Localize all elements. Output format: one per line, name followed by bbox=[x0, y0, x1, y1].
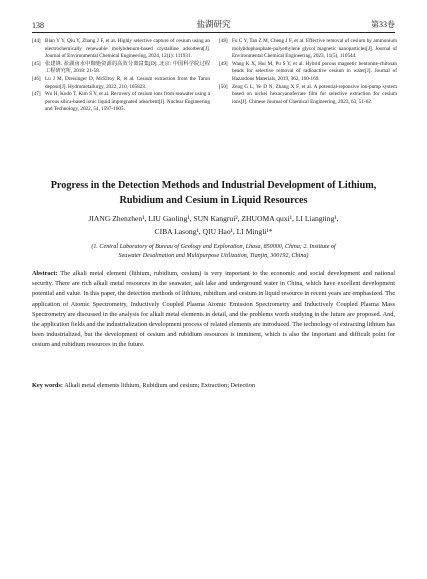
reference-text: Wang K X, Hui M, Pu S Y, et al. Hybrid porous magnetic bentonite-chitosan beads for selective removal of radioactive cesium in water[J]. Journal of Hazardous Materials, 2019, 362, 160-169. bbox=[232, 60, 397, 82]
journal-name: 盐湖研究 bbox=[196, 19, 231, 29]
reference-text: Wu H, Kudo T, Kim S Y, et al. Recovery of cesium ions from seawater using a porous silica-based ionic liquid impregnated adsorbent[J]. Nuclear Engineering and Technology, 2022, 54, 1597-1605. bbox=[45, 91, 210, 113]
reference-item bbox=[32, 76, 210, 91]
abstract-label: Abstract: bbox=[32, 270, 58, 277]
reference-item bbox=[32, 91, 210, 114]
reference-text: Lu J M, Dreisinger D, McElroy R, et al. Cesium extraction from the Taron deposit[J]. Hydrometallurgy, 2022, 210, 105823. bbox=[45, 75, 210, 90]
running-header bbox=[32, 16, 395, 30]
reference-number: [50] bbox=[219, 83, 228, 90]
reference-number: [48] bbox=[219, 38, 228, 44]
authors-line: CIBA Lasong¹, QIU Hao¹, LI Mingli¹* bbox=[154, 226, 273, 236]
reference-item bbox=[219, 84, 397, 107]
reference-number: [46] bbox=[32, 75, 41, 82]
affiliation-line: Seawater Desalination and Multipurpose Utilization, Tianjin, 300192, China) bbox=[118, 253, 309, 259]
references-right-column bbox=[219, 38, 397, 106]
affiliations bbox=[40, 243, 387, 261]
abstract bbox=[32, 269, 395, 351]
paper-title bbox=[32, 178, 395, 208]
authors-line: JIANG Zhenzhen¹, LIU Gaoling¹, SUN Kangrui², ZHUOMA quxi¹, LI Liangting¹, bbox=[88, 214, 339, 223]
reference-number: [45] bbox=[32, 60, 41, 67]
reference-number: [49] bbox=[219, 60, 228, 67]
references-left-column bbox=[32, 38, 210, 114]
affiliation-line: (1. Central Laboratory of Bureau of Geology and Exploration, Lhasa, 850000, China; 2. Institute of bbox=[91, 244, 336, 250]
reference-number: [47] bbox=[32, 91, 41, 98]
reference-text: Bian Y Y, Qiu Y, Zhang J F, et al. Highly selective capture of cesium using an electrochemically renewable molybdenum-based crystalline adsorbent[J]. Journal of Environmental Chemical Engineering, 2024, 12(1): 111931. bbox=[45, 38, 210, 60]
reference-item bbox=[32, 38, 210, 61]
volume-label: 第33卷 bbox=[371, 20, 395, 29]
abstract-text: The alkali metal element (lithium, rubidium, cesium) is very important to the economic and social development and national security. There are rich alkali metal resources in the seawater, salt lake and underground water in China, which have excellent development potential and value. In this paper, the detection methods of lithium, rubidium and cesium in liquid resource in recent years are emphasized. The application of Atomic Spectrometry, Inductively Coupled Plasma Atomic Emission Spectrometry and Inductively Coupled Plasma Mass Spectrometry are discussed in the analysis for alkali metal elements in detail, and the problems worth studying in the future are proposed. And, the application fields and the industrialization development process of related elements are introduced. The technology of extracting lithium has been industrialized, but the development of cesium and rubidium resources is imminent, which is also the important and difficult point for cesium and rubidium resources in the future. bbox=[32, 270, 395, 349]
keywords-text: Alkali metal elements lithium, Rubidium and cesium; Extraction; Detection bbox=[64, 382, 255, 389]
keywords-label: Key words: bbox=[32, 382, 63, 389]
author-list bbox=[32, 213, 395, 238]
title-line: Rubidium and Cesium in Liquid Resources bbox=[119, 195, 308, 206]
title-line: Progress in the Detection Methods and Industrial Development of Lithium, bbox=[50, 180, 377, 191]
page-number: 138 bbox=[32, 21, 44, 30]
reference-item bbox=[219, 61, 397, 84]
reference-text: Fu C Y, Tan Z M, Cheng J F, et al. Effective removal of cesium by ammonium molybdophosphate-polyethylene glycol magnetic nanoparticles[J]. Journal of Environmental Chemical Engineering, 2023, 11(5), 110544. bbox=[232, 38, 397, 60]
keywords bbox=[32, 381, 395, 391]
reference-text: Zeng G L, Ye D N, Zhang X F, et al. A potential-reponsive ion-pump system based on nickel hexacyanoferrate film for selective extraction for cesium ions[J]. Chinese Journal of Chemical Engineering, 2023, 63, 51-62. bbox=[232, 83, 397, 105]
reference-number: [44] bbox=[32, 38, 41, 44]
reference-item bbox=[219, 38, 397, 61]
reference-text: 张建锋. 盐湖卤水中铷铯资源的高效分离富集[D]. 北京: 中国科学院过程工程研究所, 2018: 21-58. bbox=[45, 60, 210, 75]
reference-item bbox=[32, 61, 210, 76]
header-rule bbox=[32, 32, 395, 33]
